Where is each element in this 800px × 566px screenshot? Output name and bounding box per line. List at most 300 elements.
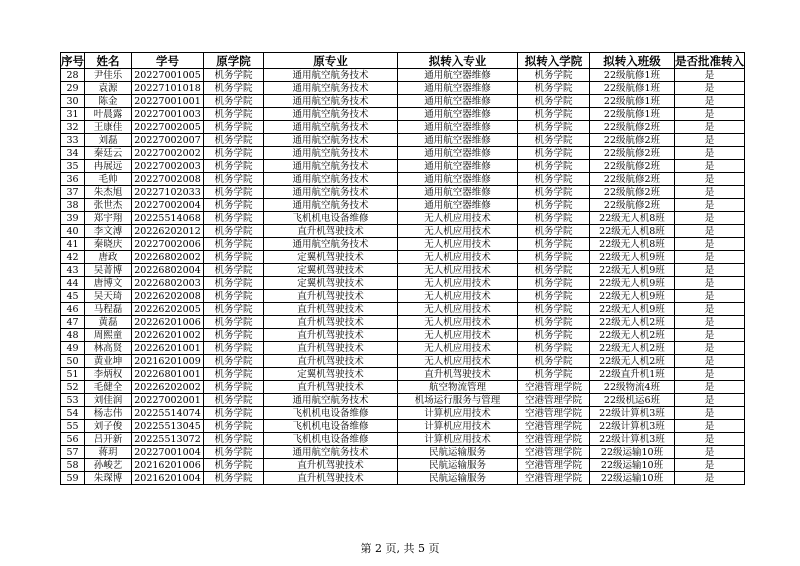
table-row xyxy=(61,212,745,225)
table-row xyxy=(61,420,745,433)
cell-seq: 33 xyxy=(61,134,85,147)
cell-name: 冉展远 xyxy=(85,160,132,173)
cell-target-class: 22级无人机2班 xyxy=(590,342,675,355)
cell-approved: 是 xyxy=(675,186,745,199)
cell-target-class: 22级无人机2班 xyxy=(590,316,675,329)
cell-approved: 是 xyxy=(675,303,745,316)
cell-target-class: 22级无人机8班 xyxy=(590,238,675,251)
cell-seq: 39 xyxy=(61,212,85,225)
cell-seq: 30 xyxy=(61,95,85,108)
cell-student-id: 20226202008 xyxy=(132,290,204,303)
cell-orig-college: 机务学院 xyxy=(204,212,264,225)
cell-target-major: 通用航空器维修 xyxy=(398,147,518,160)
cell-target-college: 机务学院 xyxy=(518,368,590,381)
cell-target-major: 计算机应用技术 xyxy=(398,433,518,446)
cell-target-class: 22级无人机2班 xyxy=(590,355,675,368)
cell-target-major: 通用航空器维修 xyxy=(398,134,518,147)
table-row xyxy=(61,277,745,290)
cell-orig-major: 通用航空航务技术 xyxy=(264,147,398,160)
table-row xyxy=(61,69,745,82)
table-row xyxy=(61,238,745,251)
cell-name: 杨志伟 xyxy=(85,407,132,420)
cell-approved: 是 xyxy=(675,95,745,108)
cell-seq: 56 xyxy=(61,433,85,446)
cell-approved: 是 xyxy=(675,329,745,342)
cell-orig-major: 通用航空航务技术 xyxy=(264,108,398,121)
header-name: 姓名 xyxy=(85,53,132,69)
cell-orig-college: 机务学院 xyxy=(204,251,264,264)
cell-target-college: 机务学院 xyxy=(518,134,590,147)
cell-name: 尹佳乐 xyxy=(85,69,132,82)
cell-student-id: 20226201001 xyxy=(132,342,204,355)
header-approved: 是否批准转入 xyxy=(675,53,744,68)
cell-name: 李炳权 xyxy=(85,368,132,381)
cell-orig-major: 定翼机驾驶技术 xyxy=(264,251,398,264)
table-row xyxy=(61,394,745,407)
cell-student-id: 20227001003 xyxy=(132,108,204,121)
cell-approved: 是 xyxy=(675,251,745,264)
cell-orig-college: 机务学院 xyxy=(204,355,264,368)
cell-name: 黄业坤 xyxy=(85,355,132,368)
table-row xyxy=(61,82,745,95)
cell-name: 吕开新 xyxy=(85,433,132,446)
cell-target-class: 22级航修2班 xyxy=(590,147,675,160)
cell-target-college: 机务学院 xyxy=(518,329,590,342)
cell-seq: 52 xyxy=(61,381,85,394)
cell-orig-major: 直升机驾驶技术 xyxy=(264,459,398,472)
cell-approved: 是 xyxy=(675,368,745,381)
cell-student-id: 20226801001 xyxy=(132,368,204,381)
cell-student-id: 20227102033 xyxy=(132,186,204,199)
page-footer: 第 2 页, 共 5 页 xyxy=(360,542,440,555)
cell-target-class: 22级航修1班 xyxy=(590,69,675,82)
table-row xyxy=(61,225,745,238)
cell-orig-major: 通用航空航务技术 xyxy=(264,186,398,199)
cell-seq: 46 xyxy=(61,303,85,316)
cell-orig-college: 机务学院 xyxy=(204,446,264,459)
cell-target-college: 机务学院 xyxy=(518,160,590,173)
cell-target-class: 22级航修2班 xyxy=(590,186,675,199)
table-row xyxy=(61,121,745,134)
cell-orig-college: 机务学院 xyxy=(204,147,264,160)
header-seq: 序号 xyxy=(61,53,84,68)
cell-orig-major: 通用航空航务技术 xyxy=(264,446,398,459)
cell-student-id: 20226202012 xyxy=(132,225,204,238)
cell-target-college: 机务学院 xyxy=(518,212,590,225)
cell-target-class: 22级航修2班 xyxy=(590,121,675,134)
cell-target-college: 机务学院 xyxy=(518,69,590,82)
cell-student-id: 20227001001 xyxy=(132,95,204,108)
cell-target-major: 无人机应用技术 xyxy=(398,212,518,225)
cell-seq: 55 xyxy=(61,420,85,433)
cell-approved: 是 xyxy=(675,433,745,446)
cell-orig-college: 机务学院 xyxy=(204,82,264,95)
cell-seq: 45 xyxy=(61,290,85,303)
cell-seq: 28 xyxy=(61,69,85,82)
cell-approved: 是 xyxy=(675,264,745,277)
cell-approved: 是 xyxy=(675,199,745,212)
cell-name: 叶晨露 xyxy=(85,108,132,121)
table-row xyxy=(61,355,745,368)
cell-seq: 42 xyxy=(61,251,85,264)
cell-orig-college: 机务学院 xyxy=(204,420,264,433)
cell-approved: 是 xyxy=(675,446,745,459)
cell-name: 刘佳润 xyxy=(85,394,132,407)
table-row xyxy=(61,134,745,147)
cell-student-id: 20216201004 xyxy=(132,472,204,485)
cell-target-major: 通用航空器维修 xyxy=(398,121,518,134)
cell-target-class: 22级航修1班 xyxy=(590,82,675,95)
cell-name: 陈金 xyxy=(85,95,132,108)
cell-orig-major: 飞机机电设备维修 xyxy=(264,212,398,225)
table-row xyxy=(61,316,745,329)
cell-seq: 50 xyxy=(61,355,85,368)
cell-student-id: 20227002007 xyxy=(132,134,204,147)
table-row xyxy=(61,459,745,472)
cell-target-class: 22级运输10班 xyxy=(590,472,675,485)
cell-name: 唐政 xyxy=(85,251,132,264)
cell-target-class: 22级无人机2班 xyxy=(590,329,675,342)
cell-name: 朱杰旭 xyxy=(85,186,132,199)
cell-student-id: 20227002004 xyxy=(132,199,204,212)
cell-name: 吴天琦 xyxy=(85,290,132,303)
cell-target-college: 空港管理学院 xyxy=(518,446,590,459)
cell-target-college: 机务学院 xyxy=(518,290,590,303)
cell-orig-college: 机务学院 xyxy=(204,433,264,446)
cell-student-id: 20227001005 xyxy=(132,69,204,82)
cell-seq: 41 xyxy=(61,238,85,251)
header-target-major: 拟转入专业 xyxy=(398,53,518,69)
cell-target-major: 民航运输服务 xyxy=(398,472,518,485)
cell-target-major: 通用航空器维修 xyxy=(398,199,518,212)
cell-orig-major: 飞机机电设备维修 xyxy=(264,420,398,433)
table-row xyxy=(61,147,745,160)
header-orig-college: 原学院 xyxy=(204,53,264,69)
cell-name: 李文溥 xyxy=(85,225,132,238)
cell-name: 秦廷云 xyxy=(85,147,132,160)
cell-target-class: 22级无人机9班 xyxy=(590,277,675,290)
cell-target-major: 通用航空器维修 xyxy=(398,69,518,82)
cell-target-class: 22级无人机9班 xyxy=(590,303,675,316)
cell-student-id: 20227002008 xyxy=(132,173,204,186)
cell-seq: 49 xyxy=(61,342,85,355)
header-student-id: 学号 xyxy=(132,53,204,69)
cell-approved: 是 xyxy=(675,316,745,329)
cell-student-id: 20216201009 xyxy=(132,355,204,368)
cell-target-class: 22级直升机1班 xyxy=(590,368,675,381)
cell-orig-college: 机务学院 xyxy=(204,238,264,251)
cell-target-major: 无人机应用技术 xyxy=(398,277,518,290)
table-row xyxy=(61,95,745,108)
cell-approved: 是 xyxy=(675,394,745,407)
table-row xyxy=(61,173,745,186)
cell-name: 朱琛博 xyxy=(85,472,132,485)
cell-seq: 34 xyxy=(61,147,85,160)
cell-orig-major: 直升机驾驶技术 xyxy=(264,342,398,355)
cell-target-college: 空港管理学院 xyxy=(518,459,590,472)
cell-orig-college: 机务学院 xyxy=(204,459,264,472)
cell-orig-major: 通用航空航务技术 xyxy=(264,82,398,95)
cell-approved: 是 xyxy=(675,238,745,251)
cell-seq: 40 xyxy=(61,225,85,238)
cell-student-id: 20226202005 xyxy=(132,303,204,316)
cell-target-major: 计算机应用技术 xyxy=(398,420,518,433)
table-row xyxy=(61,329,745,342)
cell-orig-major: 直升机驾驶技术 xyxy=(264,472,398,485)
cell-seq: 59 xyxy=(61,472,85,485)
cell-approved: 是 xyxy=(675,82,745,95)
cell-target-college: 机务学院 xyxy=(518,225,590,238)
cell-target-major: 通用航空器维修 xyxy=(398,95,518,108)
cell-name: 马程磊 xyxy=(85,303,132,316)
cell-target-class: 22级航修1班 xyxy=(590,108,675,121)
cell-orig-major: 直升机驾驶技术 xyxy=(264,381,398,394)
table-row xyxy=(61,290,745,303)
cell-orig-college: 机务学院 xyxy=(204,108,264,121)
cell-orig-college: 机务学院 xyxy=(204,186,264,199)
table-row xyxy=(61,251,745,264)
cell-target-college: 空港管理学院 xyxy=(518,433,590,446)
cell-target-class: 22级无人机9班 xyxy=(590,251,675,264)
cell-orig-college: 机务学院 xyxy=(204,134,264,147)
cell-student-id: 20226802002 xyxy=(132,251,204,264)
cell-target-college: 空港管理学院 xyxy=(518,381,590,394)
cell-orig-college: 机务学院 xyxy=(204,160,264,173)
cell-target-major: 通用航空器维修 xyxy=(398,160,518,173)
cell-seq: 51 xyxy=(61,368,85,381)
cell-orig-college: 机务学院 xyxy=(204,264,264,277)
cell-target-major: 无人机应用技术 xyxy=(398,225,518,238)
cell-name: 秦晓庆 xyxy=(85,238,132,251)
cell-target-class: 22级计算机3班 xyxy=(590,420,675,433)
cell-name: 唐博文 xyxy=(85,277,132,290)
cell-orig-major: 直升机驾驶技术 xyxy=(264,303,398,316)
cell-approved: 是 xyxy=(675,420,745,433)
cell-seq: 37 xyxy=(61,186,85,199)
cell-orig-college: 机务学院 xyxy=(204,69,264,82)
cell-target-major: 通用航空器维修 xyxy=(398,186,518,199)
cell-orig-college: 机务学院 xyxy=(204,225,264,238)
cell-orig-major: 直升机驾驶技术 xyxy=(264,316,398,329)
cell-name: 王康佳 xyxy=(85,121,132,134)
cell-target-college: 机务学院 xyxy=(518,121,590,134)
cell-name: 吴菁博 xyxy=(85,264,132,277)
cell-seq: 48 xyxy=(61,329,85,342)
cell-target-major: 计算机应用技术 xyxy=(398,407,518,420)
cell-target-class: 22级航修1班 xyxy=(590,95,675,108)
cell-orig-major: 通用航空航务技术 xyxy=(264,394,398,407)
cell-target-college: 机务学院 xyxy=(518,303,590,316)
table-row xyxy=(61,264,745,277)
cell-student-id: 20226201002 xyxy=(132,329,204,342)
cell-target-major: 民航运输服务 xyxy=(398,446,518,459)
cell-seq: 53 xyxy=(61,394,85,407)
cell-target-class: 22级航修2班 xyxy=(590,160,675,173)
cell-seq: 29 xyxy=(61,82,85,95)
cell-target-college: 空港管理学院 xyxy=(518,472,590,485)
cell-seq: 38 xyxy=(61,199,85,212)
table-row xyxy=(61,381,745,394)
cell-orig-college: 机务学院 xyxy=(204,407,264,420)
cell-student-id: 20225513045 xyxy=(132,420,204,433)
cell-target-college: 机务学院 xyxy=(518,355,590,368)
table-row xyxy=(61,368,745,381)
cell-approved: 是 xyxy=(675,134,745,147)
cell-target-college: 机务学院 xyxy=(518,95,590,108)
cell-target-class: 22级运输10班 xyxy=(590,459,675,472)
cell-student-id: 20226802004 xyxy=(132,264,204,277)
cell-student-id: 20226802003 xyxy=(132,277,204,290)
cell-target-college: 机务学院 xyxy=(518,251,590,264)
cell-orig-college: 机务学院 xyxy=(204,303,264,316)
cell-orig-college: 机务学院 xyxy=(204,173,264,186)
cell-target-college: 机务学院 xyxy=(518,108,590,121)
cell-student-id: 20227002006 xyxy=(132,238,204,251)
cell-orig-major: 直升机驾驶技术 xyxy=(264,290,398,303)
cell-target-class: 22级物流4班 xyxy=(590,381,675,394)
cell-orig-major: 定翼机驾驶技术 xyxy=(264,277,398,290)
cell-orig-college: 机务学院 xyxy=(204,342,264,355)
cell-student-id: 20225514074 xyxy=(132,407,204,420)
table-row xyxy=(61,342,745,355)
table-row xyxy=(61,186,745,199)
cell-target-college: 机务学院 xyxy=(518,147,590,160)
cell-approved: 是 xyxy=(675,121,745,134)
cell-name: 张世杰 xyxy=(85,199,132,212)
cell-orig-major: 直升机驾驶技术 xyxy=(264,355,398,368)
cell-target-class: 22级无人机8班 xyxy=(590,225,675,238)
cell-approved: 是 xyxy=(675,472,745,485)
cell-seq: 58 xyxy=(61,459,85,472)
cell-seq: 36 xyxy=(61,173,85,186)
table-row xyxy=(61,407,745,420)
cell-orig-major: 通用航空航务技术 xyxy=(264,69,398,82)
cell-target-college: 机务学院 xyxy=(518,82,590,95)
table-row xyxy=(61,160,745,173)
header-target-college: 拟转入学院 xyxy=(518,53,590,69)
table-row xyxy=(61,303,745,316)
cell-target-major: 民航运输服务 xyxy=(398,459,518,472)
cell-target-major: 通用航空器维修 xyxy=(398,173,518,186)
cell-target-college: 机务学院 xyxy=(518,199,590,212)
cell-student-id: 20227001004 xyxy=(132,446,204,459)
cell-student-id: 20216201006 xyxy=(132,459,204,472)
cell-target-college: 机务学院 xyxy=(518,316,590,329)
cell-target-major: 无人机应用技术 xyxy=(398,264,518,277)
cell-target-class: 22级机运6班 xyxy=(590,394,675,407)
header-target-class: 拟转入班级 xyxy=(590,53,675,69)
cell-name: 黄磊 xyxy=(85,316,132,329)
cell-orig-major: 通用航空航务技术 xyxy=(264,134,398,147)
cell-orig-college: 机务学院 xyxy=(204,368,264,381)
cell-orig-college: 机务学院 xyxy=(204,277,264,290)
cell-orig-major: 直升机驾驶技术 xyxy=(264,225,398,238)
cell-seq: 31 xyxy=(61,108,85,121)
cell-target-class: 22级计算机3班 xyxy=(590,433,675,446)
table-row xyxy=(61,446,745,459)
cell-target-major: 通用航空器维修 xyxy=(398,82,518,95)
cell-target-major: 无人机应用技术 xyxy=(398,290,518,303)
cell-orig-college: 机务学院 xyxy=(204,472,264,485)
cell-target-major: 无人机应用技术 xyxy=(398,238,518,251)
cell-target-college: 机务学院 xyxy=(518,342,590,355)
header-orig-major: 原专业 xyxy=(264,53,398,69)
cell-student-id: 20227002005 xyxy=(132,121,204,134)
cell-target-major: 无人机应用技术 xyxy=(398,342,518,355)
cell-seq: 57 xyxy=(61,446,85,459)
table-row xyxy=(61,108,745,121)
cell-approved: 是 xyxy=(675,108,745,121)
cell-name: 郑宇翔 xyxy=(85,212,132,225)
cell-approved: 是 xyxy=(675,173,745,186)
cell-target-class: 22级无人机8班 xyxy=(590,212,675,225)
transfer-table xyxy=(60,52,745,485)
cell-orig-major: 定翼机驾驶技术 xyxy=(264,368,398,381)
cell-student-id: 20225513072 xyxy=(132,433,204,446)
cell-approved: 是 xyxy=(675,407,745,420)
cell-target-college: 空港管理学院 xyxy=(518,407,590,420)
cell-student-id: 20227002001 xyxy=(132,394,204,407)
cell-name: 孙峻艺 xyxy=(85,459,132,472)
cell-student-id: 20226201006 xyxy=(132,316,204,329)
cell-seq: 54 xyxy=(61,407,85,420)
cell-orig-major: 通用航空航务技术 xyxy=(264,173,398,186)
cell-target-major: 无人机应用技术 xyxy=(398,251,518,264)
cell-student-id: 20225514068 xyxy=(132,212,204,225)
cell-approved: 是 xyxy=(675,277,745,290)
cell-orig-major: 飞机机电设备维修 xyxy=(264,407,398,420)
cell-target-major: 通用航空器维修 xyxy=(398,108,518,121)
cell-target-class: 22级航修2班 xyxy=(590,199,675,212)
cell-target-major: 无人机应用技术 xyxy=(398,355,518,368)
cell-target-class: 22级无人机9班 xyxy=(590,290,675,303)
cell-student-id: 20227101018 xyxy=(132,82,204,95)
cell-name: 袁源 xyxy=(85,82,132,95)
cell-target-major: 机场运行服务与管理 xyxy=(398,394,518,407)
cell-orig-major: 通用航空航务技术 xyxy=(264,95,398,108)
cell-orig-major: 通用航空航务技术 xyxy=(264,160,398,173)
cell-approved: 是 xyxy=(675,147,745,160)
cell-orig-college: 机务学院 xyxy=(204,199,264,212)
cell-student-id: 20227002002 xyxy=(132,147,204,160)
cell-orig-college: 机务学院 xyxy=(204,316,264,329)
table-row xyxy=(61,472,745,485)
cell-seq: 43 xyxy=(61,264,85,277)
cell-orig-college: 机务学院 xyxy=(204,381,264,394)
cell-student-id: 20226202002 xyxy=(132,381,204,394)
cell-target-class: 22级航修2班 xyxy=(590,173,675,186)
cell-target-class: 22级计算机3班 xyxy=(590,407,675,420)
cell-approved: 是 xyxy=(675,290,745,303)
cell-orig-major: 直升机驾驶技术 xyxy=(264,329,398,342)
cell-name: 刘子俊 xyxy=(85,420,132,433)
cell-name: 林高贤 xyxy=(85,342,132,355)
table-header-row xyxy=(61,53,745,69)
cell-student-id: 20227002003 xyxy=(132,160,204,173)
cell-name: 蒋玥 xyxy=(85,446,132,459)
cell-target-major: 无人机应用技术 xyxy=(398,316,518,329)
table-row xyxy=(61,433,745,446)
cell-orig-major: 通用航空航务技术 xyxy=(264,238,398,251)
cell-orig-college: 机务学院 xyxy=(204,329,264,342)
cell-seq: 44 xyxy=(61,277,85,290)
cell-approved: 是 xyxy=(675,459,745,472)
cell-target-college: 机务学院 xyxy=(518,277,590,290)
cell-seq: 32 xyxy=(61,121,85,134)
cell-approved: 是 xyxy=(675,225,745,238)
cell-target-major: 无人机应用技术 xyxy=(398,329,518,342)
cell-approved: 是 xyxy=(675,381,745,394)
